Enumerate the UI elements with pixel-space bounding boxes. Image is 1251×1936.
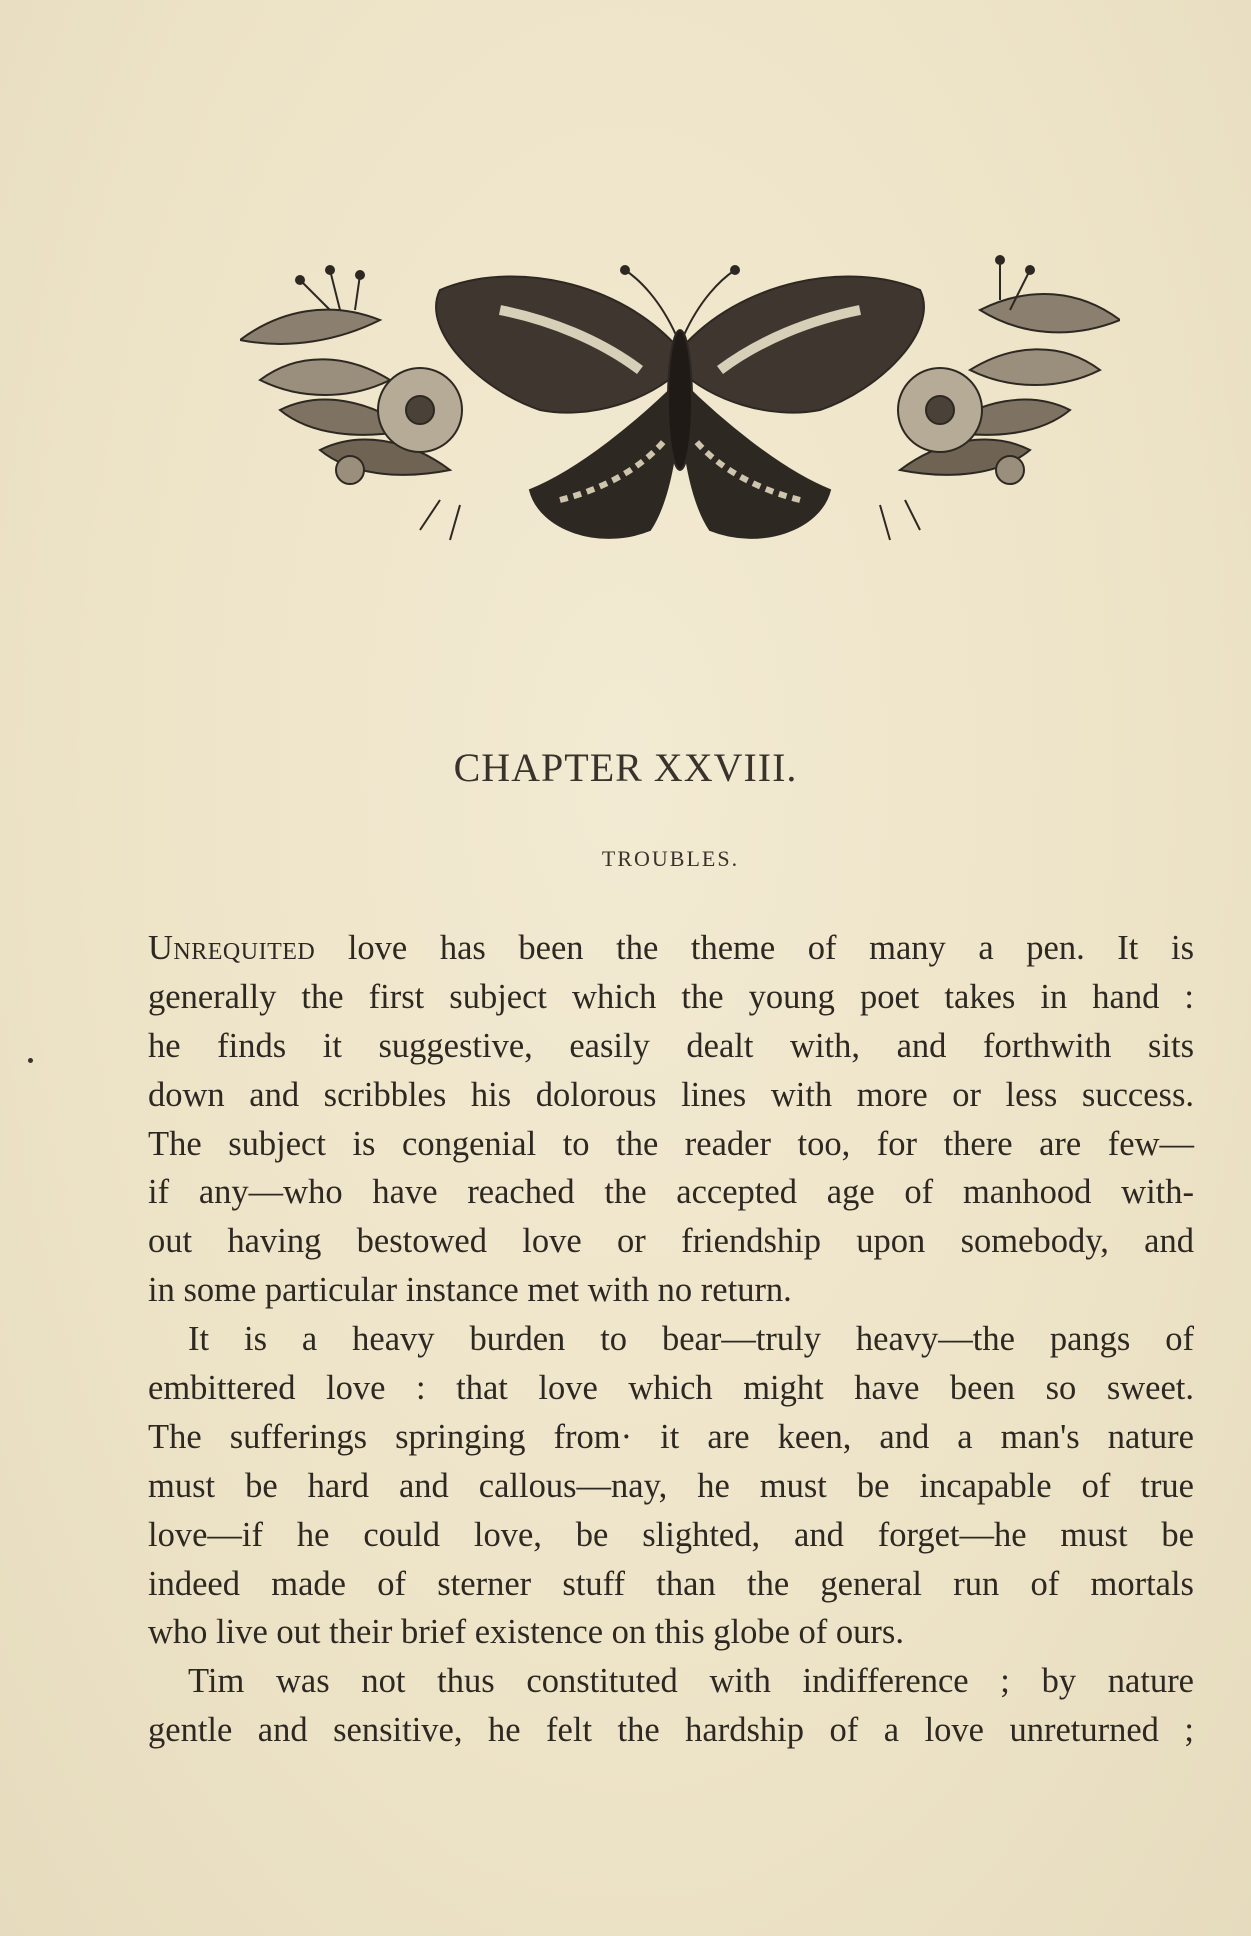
text-line: in some particular instance met with no return. — [148, 1271, 792, 1310]
text-line: embittered love : that love which might have been so sweet. — [148, 1369, 1194, 1408]
text-line: Unrequited love has been the theme of many a pen. It is — [148, 929, 1194, 967]
text-line: The sufferings springing from· it are keen, and a man's nature — [148, 1417, 1194, 1456]
text-line: must be hard and callous—nay, he must be incapable of true — [148, 1466, 1194, 1505]
first-word: Unrequited — [148, 929, 316, 967]
text-line: down and scribbles his dolorous lines with more or less success. — [148, 1075, 1194, 1114]
body-text — [148, 924, 1194, 1755]
chapter-title: CHAPTER XXVIII. — [453, 745, 798, 790]
text-line: love—if he could love, be slighted, and forget—he must be — [148, 1515, 1194, 1554]
text-line: generally the first subject which the young poet takes in hand : — [148, 977, 1194, 1016]
text-line: It is a heavy burden to bear—truly heavy—the pangs of — [188, 1320, 1194, 1359]
chapter-subtitle: TROUBLES. — [601, 846, 740, 871]
text-line: if any—who have reached the accepted age of manhood with- — [148, 1173, 1194, 1212]
text-line: gentle and sensitive, he felt the hardship of a love unreturned ; — [148, 1711, 1194, 1750]
ink-speck — [28, 1058, 33, 1063]
text-line: indeed made of sterner stuff than the general run of mortals — [148, 1564, 1194, 1603]
text-line: he finds it suggestive, easily dealt with, and forthwith sits — [148, 1026, 1194, 1065]
text-line: who live out their brief existence on this globe of ours. — [148, 1613, 904, 1652]
text-line: out having bestowed love or friendship upon somebody, and — [148, 1222, 1194, 1261]
butterfly-floral-vignette-icon — [240, 240, 1120, 560]
text-line: The subject is congenial to the reader too, for there are few— — [148, 1124, 1194, 1163]
text-line: Tim was not thus constituted with indifference ; by nature — [188, 1662, 1194, 1701]
